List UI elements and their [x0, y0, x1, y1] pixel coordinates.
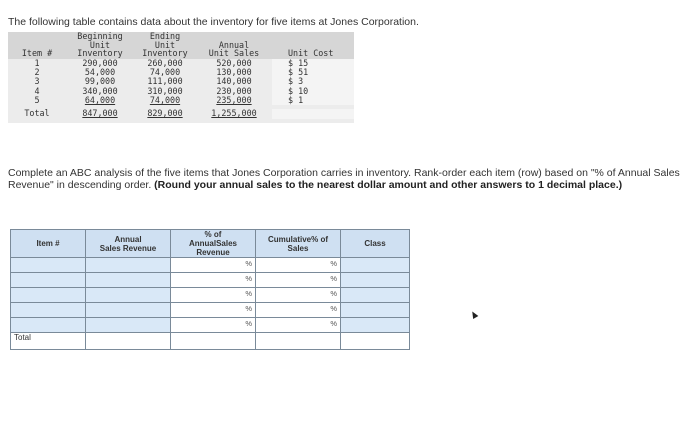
answer-header-cumulative: Cumulative% of Sales [256, 230, 341, 258]
percent-symbol: % [245, 289, 252, 298]
abc-answer-table [10, 229, 410, 350]
item-input[interactable] [11, 318, 85, 332]
percent-symbol: % [330, 289, 337, 298]
instructions: Complete an ABC analysis of the five items that Jones Corporation carries in inventory. Rank-order each item (row) based on "% of Annual Sales Revenue" in descending order. (Round your annual sales to the nearest dollar amount and other answers to 1 decimal place.) [8, 167, 680, 191]
class-input[interactable] [341, 303, 409, 317]
intro-text: The following table contains data about the inventory for five items at Jones Corporation. [8, 16, 419, 28]
header-unit-cost: Unit Cost [272, 32, 354, 59]
item-input[interactable] [11, 303, 85, 317]
sales-revenue-input[interactable] [86, 303, 170, 317]
pct-sales-input[interactable] [171, 258, 231, 272]
answer-row [11, 318, 410, 333]
percent-symbol: % [330, 274, 337, 283]
header-annual: Annual Unit Sales [196, 32, 272, 59]
pct-sales-input[interactable] [171, 303, 231, 317]
percent-symbol: % [245, 319, 252, 328]
sales-revenue-input[interactable] [86, 273, 170, 287]
total-label: Total [11, 333, 86, 350]
header-item: Item # [8, 32, 66, 59]
answer-total-row [11, 333, 410, 350]
answer-row [11, 288, 410, 303]
cumulative-input[interactable] [256, 258, 316, 272]
percent-symbol: % [330, 304, 337, 313]
class-input[interactable] [341, 258, 409, 272]
answer-header-row [11, 230, 410, 258]
header-beginning: Beginning Unit Inventory [66, 32, 134, 59]
pct-sales-input[interactable] [171, 318, 231, 332]
answer-header-sales: Annual Sales Revenue [86, 230, 171, 258]
class-input[interactable] [341, 273, 409, 287]
table-row: 4 340,000 310,000 230,000 $ 10 [8, 87, 354, 96]
sales-revenue-input[interactable] [86, 288, 170, 302]
cumulative-input[interactable] [256, 288, 316, 302]
answer-row [11, 303, 410, 318]
inventory-table [8, 32, 354, 123]
answer-row [11, 273, 410, 288]
sales-revenue-input[interactable] [86, 258, 170, 272]
item-input[interactable] [11, 258, 85, 272]
cumulative-input[interactable] [256, 318, 316, 332]
class-input[interactable] [341, 288, 409, 302]
header-ending: Ending Unit Inventory [134, 32, 196, 59]
cumulative-input[interactable] [256, 303, 316, 317]
percent-symbol: % [245, 274, 252, 283]
table-row: 2 54,000 74,000 130,000 $ 51 [8, 68, 354, 77]
answer-header-class: Class [341, 230, 410, 258]
answer-header-pct: % of AnnualSales Revenue [171, 230, 256, 258]
mouse-cursor-icon [470, 310, 479, 319]
percent-symbol: % [330, 319, 337, 328]
total-sales-input[interactable] [86, 334, 170, 348]
item-input[interactable] [11, 288, 85, 302]
percent-symbol: % [245, 259, 252, 268]
class-input[interactable] [341, 318, 409, 332]
pct-sales-input[interactable] [171, 273, 231, 287]
answer-header-item: Item # [11, 230, 86, 258]
table-row: 1 290,000 260,000 520,000 $ 15 [8, 59, 354, 68]
cumulative-input[interactable] [256, 273, 316, 287]
sales-revenue-input[interactable] [86, 318, 170, 332]
table-row: 5 64,000 74,000 235,000 $ 1 [8, 96, 354, 105]
inventory-header-row [8, 32, 354, 59]
answer-row [11, 258, 410, 273]
table-row: 3 99,000 111,000 140,000 $ 3 [8, 77, 354, 86]
pct-sales-input[interactable] [171, 288, 231, 302]
item-input[interactable] [11, 273, 85, 287]
table-total-row: Total 847,000 829,000 1,255,000 [8, 109, 354, 118]
percent-symbol: % [245, 304, 252, 313]
percent-symbol: % [330, 259, 337, 268]
